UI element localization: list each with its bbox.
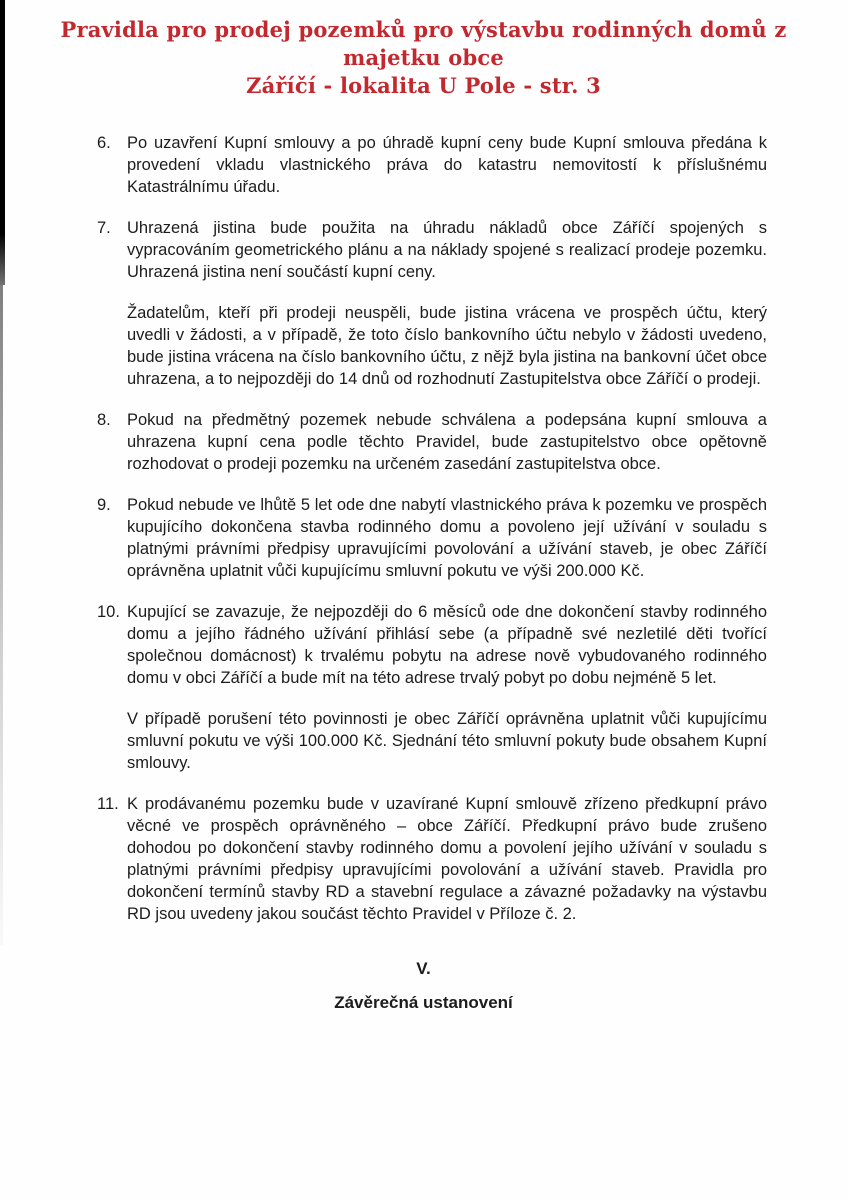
scan-edge-artifact [0, 285, 3, 945]
document-title-line1: Pravidla pro prodej pozemků pro výstavbu rodinných domů z majetku obce [60, 17, 787, 70]
document-title [26, 16, 821, 100]
list-item-number: 6. [97, 134, 111, 152]
section-heading: Závěrečná ustanovení [334, 993, 513, 1012]
list-item-7 [97, 217, 767, 390]
paragraph: Po uzavření Kupní smlouvy a po úhradě kupní ceny bude Kupní smlouva předána k provedení vkladu vlastnického práva do katastru nemovitostí k příslušnému Katastrálnímu úřadu. [127, 134, 767, 196]
closing-section [0, 958, 847, 1014]
list-item-10 [97, 601, 767, 774]
document-title-line2: Záříčí - lokalita U Pole - str. 3 [246, 73, 601, 98]
list-item-number: 7. [97, 219, 111, 237]
list-item-number: 10. [97, 603, 120, 621]
paragraph: Pokud na předmětný pozemek nebude schválena a podepsána kupní smlouva a uhrazena kupní cena podle těchto Pravidel, bude zastupitelstvo obce opětovně rozhodovat o prodeji pozemku na určeném zasedání zastupitelstva obce. [127, 411, 767, 473]
list-item-number: 8. [97, 411, 111, 429]
list-item-number: 11. [97, 795, 119, 813]
paragraph: Pokud nebude ve lhůtě 5 let ode dne nabytí vlastnického práva k pozemku ve prospěch kupujícího dokončena stavba rodinného domu a povoleno její užívání v souladu s platnými právními předpisy upravujícími povolování a užívání staveb, je obec Záříčí oprávněna uplatnit vůči kupujícímu smluvní pokutu ve výši 200.000 Kč. [127, 496, 767, 580]
paragraph: Žadatelům, kteří při prodeji neuspěli, bude jistina vrácena ve prospěch účtu, který uvedli v žádosti, a v případě, že toto číslo bankovního účtu nebylo v žádosti uvedeno, bude jistina vrácena na číslo bankovního účtu, z nějž byla jistina na bankovní účet obce uhrazena, a to nejpozději do 14 dnů od rozhodnutí Zastupitelstva obce Záříčí o prodeji. [127, 304, 767, 388]
list-item-number: 9. [97, 496, 111, 514]
list-item-9 [97, 494, 767, 582]
list-item-6 [97, 132, 767, 198]
paragraph: K prodávanému pozemku bude v uzavírané Kupní smlouvě zřízeno předkupní právo věcné ve prospěch oprávněného – obce Záříčí. Předkupní právo bude zrušeno dohodou po dokončení stavby rodinného domu a povolení jejího užívání v souladu s platnými právními předpisy upravujícími povolování a užívání staveb. Pravidla pro dokončení termínů stavby RD a stavební regulace a závazné požadavky na výstavbu RD jsou uvedeny jakou součást těchto Pravidel v Příloze č. 2. [127, 795, 767, 923]
numbered-list [97, 132, 767, 925]
paragraph: V případě porušení této povinnosti je obec Záříčí oprávněna uplatnit vůči kupujícímu smluvní pokutu ve výši 100.000 Kč. Sjednání této smluvní pokuty bude obsahem Kupní smlouvy. [127, 710, 767, 772]
list-item-8 [97, 409, 767, 475]
list-item-body [127, 217, 767, 390]
paragraph: Uhrazená jistina bude použita na úhradu nákladů obce Záříčí spojených s vypracováním geometrického plánu a na náklady spojené s realizací prodeje pozemku. Uhrazená jistina není součástí kupní ceny. [127, 219, 767, 281]
list-item-body [127, 494, 767, 582]
list-item-body [127, 132, 767, 198]
scan-edge-artifact [0, 0, 5, 285]
list-item-body [127, 409, 767, 475]
section-numeral: V. [416, 959, 431, 978]
list-item-11 [97, 793, 767, 925]
list-item-body [127, 793, 767, 925]
list-item-body [127, 601, 767, 774]
paragraph: Kupující se zavazuje, že nejpozději do 6 měsíců ode dne dokončení stavby rodinného domu a jejího řádného užívání přihlásí sebe (a případně své nezletilé děti tvořící společnou domácnost) k trvalému pobytu na adrese nově vybudovaného rodinného domu v obci Záříčí a bude mít na této adrese trvalý pobyt po dobu nejméně 5 let. [127, 603, 767, 687]
